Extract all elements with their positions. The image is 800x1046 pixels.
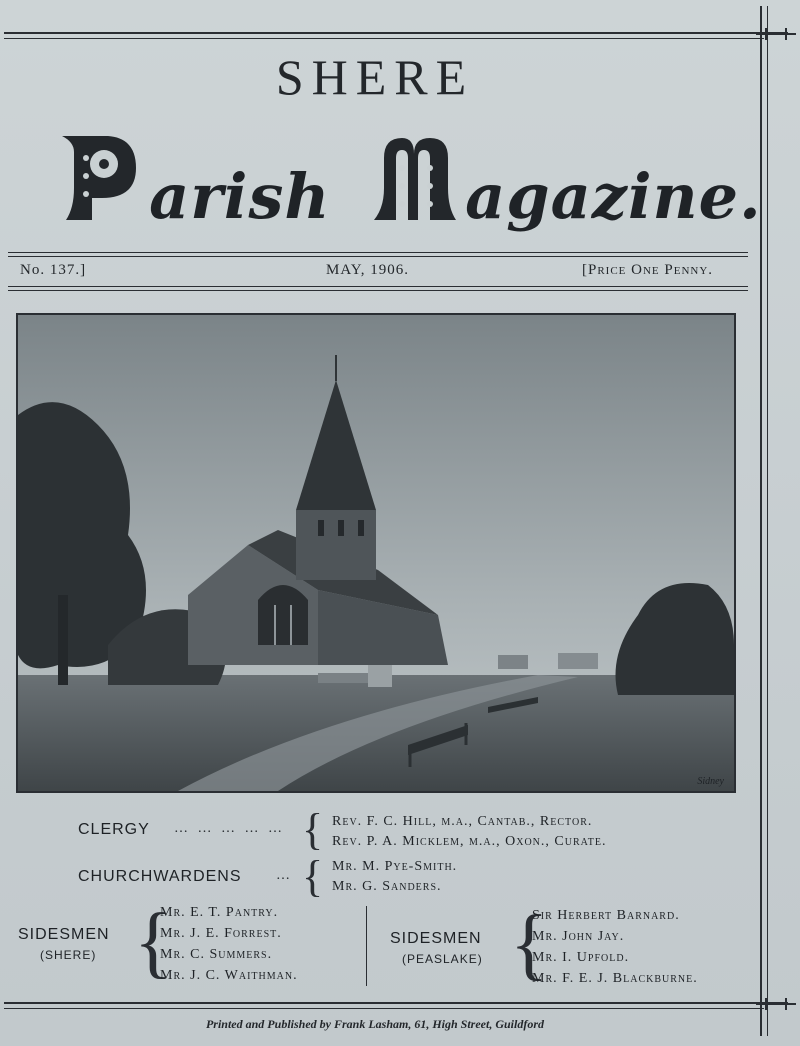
clergy-label: CLERGY [78,821,150,838]
sidesman-peaslake-1: Sir Herbert Barnard. [532,908,680,923]
sidesmen-shere-sub: (SHERE) [40,948,97,962]
sidesman-peaslake-4: Mr. F. E. J. Blackburne. [532,971,698,986]
clergy-name-1: Rev. F. C. Hill, m.a., Cantab., Rector. [332,814,593,829]
sidesmen-shere-label: SIDESMEN [18,926,110,943]
sidesman-peaslake-3: Mr. I. Upfold. [532,950,630,965]
clergy-name-2: Rev. P. A. Micklem, m.a., Oxon., Curate. [332,834,607,849]
engraver-signature: Sidney [697,776,724,787]
ornate-initial-m [368,128,460,228]
masthead-parish-text: arish [149,160,331,233]
churchwarden-name-1: Mr. M. Pye-Smith. [332,859,458,874]
sidesmen-peaslake-label: SIDESMEN [390,930,482,947]
corner-ornament-bottom [752,992,800,1038]
issue-rule-bottom-2 [8,290,748,291]
churchwardens-label: CHURCHWARDENS [78,868,242,885]
clergy-dots: … … … … … [174,821,285,836]
church-illustration [18,315,734,791]
issue-price: [Price One Penny. [582,262,714,278]
frame-top-rule-inner [4,38,764,39]
sidesmen-peaslake-sub: (PEASLAKE) [402,952,483,966]
churchwardens-dots: … [276,868,293,883]
sidesman-shere-3: Mr. C. Summers. [160,947,273,962]
clergy-brace: { [302,805,324,854]
churchwarden-name-2: Mr. G. Sanders. [332,879,442,894]
corner-ornament-top [752,0,800,46]
issue-date: MAY, 1906. [326,262,409,278]
churchwardens-brace: { [302,852,324,901]
masthead-word-magazine [368,128,762,238]
sidesman-shere-2: Mr. J. E. Forrest. [160,926,282,941]
church-engraving [16,313,736,793]
printer-imprint: Printed and Published by Frank Lasham, 61, High Street, Guildford [205,1017,545,1031]
sidesman-peaslake-2: Mr. John Jay. [532,929,625,944]
frame-bottom-rule [4,1002,788,1004]
issue-rule-bottom [8,286,748,287]
sidesman-shere-4: Mr. J. C. Waithman. [160,968,298,983]
issue-number: No. 137.] [20,262,87,278]
issue-rule-top [8,252,748,253]
frame-right-rule-outer [767,6,768,1036]
sidesmen-peaslake-brace: { [510,900,549,988]
masthead-word-parish [52,128,330,238]
sidesmen-divider [366,906,367,986]
masthead-magazine-text: agazine. [465,160,762,233]
sidesmen-shere-brace: { [134,898,173,986]
frame-top-rule [4,32,788,34]
sidesman-shere-1: Mr. E. T. Pantry. [160,905,279,920]
ornate-initial-p [52,128,144,228]
masthead-title: SHERE [275,49,475,105]
frame-bottom-rule-inner [4,1008,764,1009]
issue-rule-top-2 [8,256,748,257]
